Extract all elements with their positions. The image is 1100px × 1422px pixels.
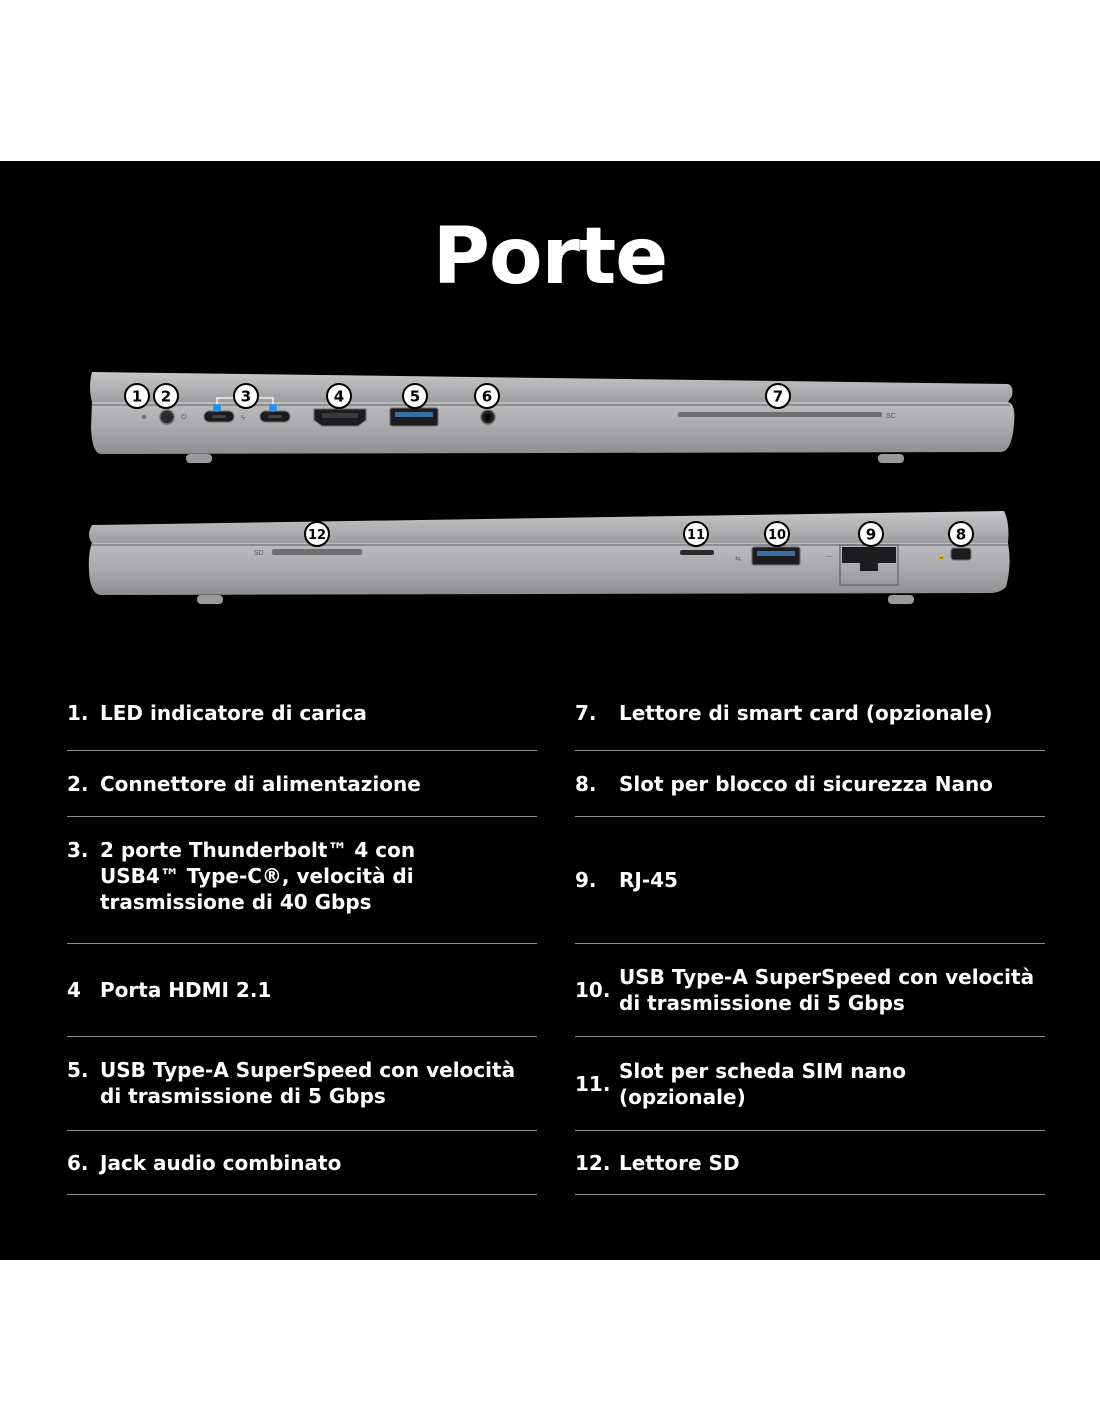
item-text: RJ-45 bbox=[619, 868, 678, 892]
ports-list-right bbox=[575, 676, 1045, 1195]
item-text: USB Type-A SuperSpeed con velocità di trasmissione di 5 Gbps bbox=[619, 965, 1035, 1015]
item-number: 5. bbox=[67, 1058, 89, 1082]
item-text: 2 porte Thunderbolt™ 4 con USB4™ Type-C®, velocità di trasmissione di 40 Gbps bbox=[100, 838, 416, 914]
svg-text:5: 5 bbox=[409, 387, 421, 406]
list-item bbox=[575, 751, 1045, 817]
item-number: 2. bbox=[67, 771, 89, 796]
list-item bbox=[67, 944, 537, 1037]
page-title: Porte bbox=[432, 212, 668, 302]
svg-text:9: 9 bbox=[865, 525, 877, 544]
item-text: Slot per scheda SIM nano (opzionale) bbox=[619, 1058, 906, 1109]
power-connector bbox=[160, 410, 174, 424]
item-text: LED indicatore di carica bbox=[100, 701, 367, 725]
callout-7 bbox=[766, 384, 790, 408]
svg-text:6: 6 bbox=[481, 387, 493, 406]
laptop-left-side-view bbox=[0, 362, 1100, 472]
item-number: 8. bbox=[575, 771, 597, 796]
item-text: Porta HDMI 2.1 bbox=[100, 978, 272, 1002]
svg-text:8: 8 bbox=[955, 525, 967, 544]
callout-9 bbox=[859, 522, 883, 546]
list-item bbox=[67, 676, 537, 751]
list-item bbox=[575, 817, 1045, 944]
callout-3 bbox=[234, 384, 258, 408]
laptop-base bbox=[91, 402, 1014, 454]
item-text: USB Type-A SuperSpeed con velocità di trasmissione di 5 Gbps bbox=[100, 1058, 516, 1108]
nano-security-slot bbox=[951, 548, 971, 560]
charging-led bbox=[142, 415, 146, 419]
list-item bbox=[575, 1037, 1045, 1131]
item-number: 7. bbox=[575, 701, 597, 725]
item-number: 6. bbox=[67, 1150, 89, 1175]
laptop-foot bbox=[186, 454, 212, 463]
list-item bbox=[67, 1037, 537, 1131]
callout-8 bbox=[949, 522, 973, 546]
item-text: Connettore di alimentazione bbox=[100, 771, 421, 796]
svg-text:12: 12 bbox=[307, 528, 327, 543]
usb-icon: ⇆ bbox=[735, 556, 741, 563]
list-item bbox=[575, 944, 1045, 1037]
svg-text:7: 7 bbox=[772, 387, 784, 406]
nano-sim-slot bbox=[680, 550, 714, 555]
rj45-port bbox=[842, 547, 896, 563]
sd-label: SD bbox=[254, 550, 264, 557]
thunderbolt-indicator bbox=[213, 404, 221, 412]
item-number: 9. bbox=[575, 868, 597, 892]
thunderbolt-indicator bbox=[269, 404, 277, 412]
item-number: 1. bbox=[67, 701, 89, 725]
callout-2 bbox=[154, 384, 178, 408]
svg-text:11: 11 bbox=[686, 528, 706, 543]
ports-list-left bbox=[67, 676, 537, 1195]
callout-1 bbox=[125, 384, 149, 408]
laptop-right-side-view bbox=[0, 505, 1100, 615]
svg-text:1: 1 bbox=[131, 387, 143, 406]
laptop-foot bbox=[888, 595, 914, 604]
laptop-foot bbox=[878, 454, 904, 463]
network-icon: ⋯ bbox=[826, 554, 833, 561]
item-text: Slot per blocco di sicurezza Nano bbox=[619, 771, 993, 796]
item-number: 12. bbox=[575, 1150, 611, 1175]
item-text: Lettore SD bbox=[619, 1150, 740, 1175]
callout-6 bbox=[475, 384, 499, 408]
callout-10 bbox=[765, 522, 789, 546]
sd-card-slot bbox=[272, 549, 362, 555]
item-text: Jack audio combinato bbox=[100, 1150, 342, 1175]
item-text: Lettore di smart card (opzionale) bbox=[619, 701, 993, 725]
list-item bbox=[575, 676, 1045, 751]
callout-5 bbox=[403, 384, 427, 408]
smart-card-label: SC bbox=[886, 413, 896, 420]
laptop-foot bbox=[197, 595, 223, 604]
svg-text:3: 3 bbox=[240, 387, 252, 406]
thunderbolt-icon: ϟ bbox=[241, 415, 245, 422]
callout-12 bbox=[305, 522, 329, 546]
svg-text:2: 2 bbox=[160, 387, 172, 406]
smart-card-slot bbox=[678, 412, 882, 417]
power-icon: ⏻ bbox=[181, 414, 187, 421]
item-number: 11. bbox=[575, 1071, 611, 1096]
callout-11 bbox=[684, 522, 708, 546]
list-item bbox=[67, 817, 537, 944]
list-item bbox=[67, 751, 537, 817]
callout-4 bbox=[327, 384, 351, 408]
item-number: 10. bbox=[575, 978, 611, 1002]
item-number: 4 bbox=[67, 978, 81, 1002]
list-item bbox=[67, 1131, 537, 1195]
item-number: 3. bbox=[67, 838, 89, 862]
list-item bbox=[575, 1131, 1045, 1195]
svg-text:10: 10 bbox=[767, 528, 787, 543]
lock-icon: 🔒 bbox=[937, 553, 946, 560]
svg-text:4: 4 bbox=[333, 387, 345, 406]
